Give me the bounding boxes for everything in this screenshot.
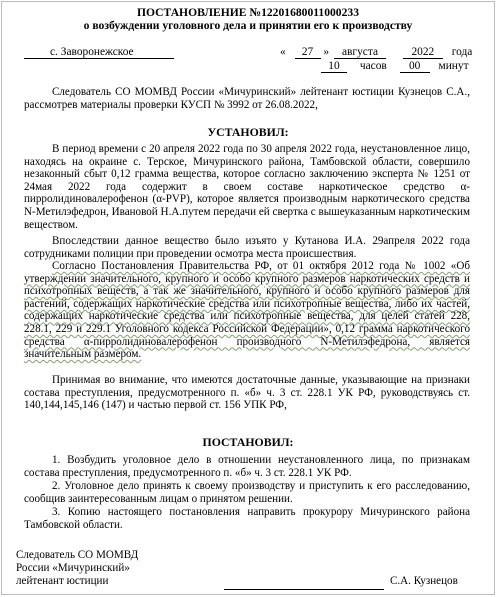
date-field [280,46,472,59]
signature-position-line-3: лейтенант юстиции [16,575,109,587]
signature-position-line-2: России «Мичуринский» [16,562,130,574]
body-paragraph-2: Впоследствии данное вещество было изъято у Кутанова И.А. 29апреля 2022 года сотрудниками полиции при проведении осмотра места происшествия. [24,235,470,260]
open-quote: « [280,46,286,58]
time-field [321,60,469,73]
resolved-heading: ПОСТАНОВИЛ: [202,435,294,449]
close-quote: » [323,46,330,58]
decision-3: 3. Копию настоящего постановления направить прокурору Мичуринского района Тамбовской области. [24,506,470,531]
date-day: 27 [295,47,321,59]
body-paragraph-4: Принимая во внимание, что имеются достаточные данные, указывающие на признаки состава преступления, предусмотренного п. «б» ч. 3 ст. 228.1 УК РФ, руководствуясь ст. 140,144,145,146 (147) и частью первой ст. 156 УПК РФ, [24,374,470,412]
established-heading: УСТАНОВИЛ: [207,125,289,139]
place-field [24,46,174,59]
signature-position-line-1: Следователь СО МОМВД [16,549,139,561]
decision-2: 2. Уголовное дело принять к своему производству и приступить к его расследованию, сообщив заинтересованным лицам о принятом решении. [24,480,470,505]
document-title: ПОСТАНОВЛЕНИЕ №12201680011000233 [136,6,359,19]
hour-word: часов [359,60,387,72]
date-month: августа [334,47,386,59]
decision-1: 1. Возбудить уголовное дело в отношении неустановленного лица, по признакам состава преступления, предусмотренного п. «б» ч. 3 ст. 228.1 УК РФ. [24,454,470,479]
signature-line [224,589,384,590]
document-page [1,1,495,595]
year-word: года [451,46,473,58]
date-year: 2022 [403,47,443,59]
signature-name: С.А. Кузнецов [390,575,458,587]
minute-word: минут [438,60,469,72]
body-paragraph-3: Согласно Постановления Правительства РФ, от 01 октября 2012 года № 1002 «Об утверждении значительного, крупного и особо крупного размеров наркотических средств и психотропных веществ, а так же значительного, крупного и особо крупного размеров для растений, содержащих наркотические средства или психотропные вещества, либо их частей, содержащих наркотические средства или психотропные вещества, для целей статей 228, 228.1, 229 и 229.1 Уголовного кодекса Российской Федерации», 0,12 грамма наркотического средства α-пирролидиновалерофенон производного N-Метилэфедрона, является значительным размером. [24,260,470,361]
intro-paragraph: Следователь СО МОМВД России «Мичуринский» лейтенант юстиции Кузнецов С.А., рассмотрев материалы проверки КУСП № 3992 от 26.08.2022, [24,86,470,111]
time-hour: 10 [321,61,347,73]
document-subtitle: о возбуждении уголовного дела и принятии его к производству [83,19,413,32]
place-value: с. Заворонежское [24,47,174,59]
time-minute: 00 [400,61,430,73]
body-paragraph-1: В период времени с 20 апреля 2022 года по 30 апреля 2022 года, неустановленное лицо, находясь на окраине с. Терское, Мичуринского района, Тамбовской области, совершило незаконный сбыт 0,12 грамма вещества, которое согласно заключению эксперта № 1251 от 24мая 2022 года содержит в своем составе наркотическое средство α-пирролидиновалерофенон (α-PVP), которое является производным наркотического средства N-Метилэфедрон, Ивановой Н.А.путем передачи ей свертка с вышеуказанным наркотическим веществом. [24,143,470,231]
